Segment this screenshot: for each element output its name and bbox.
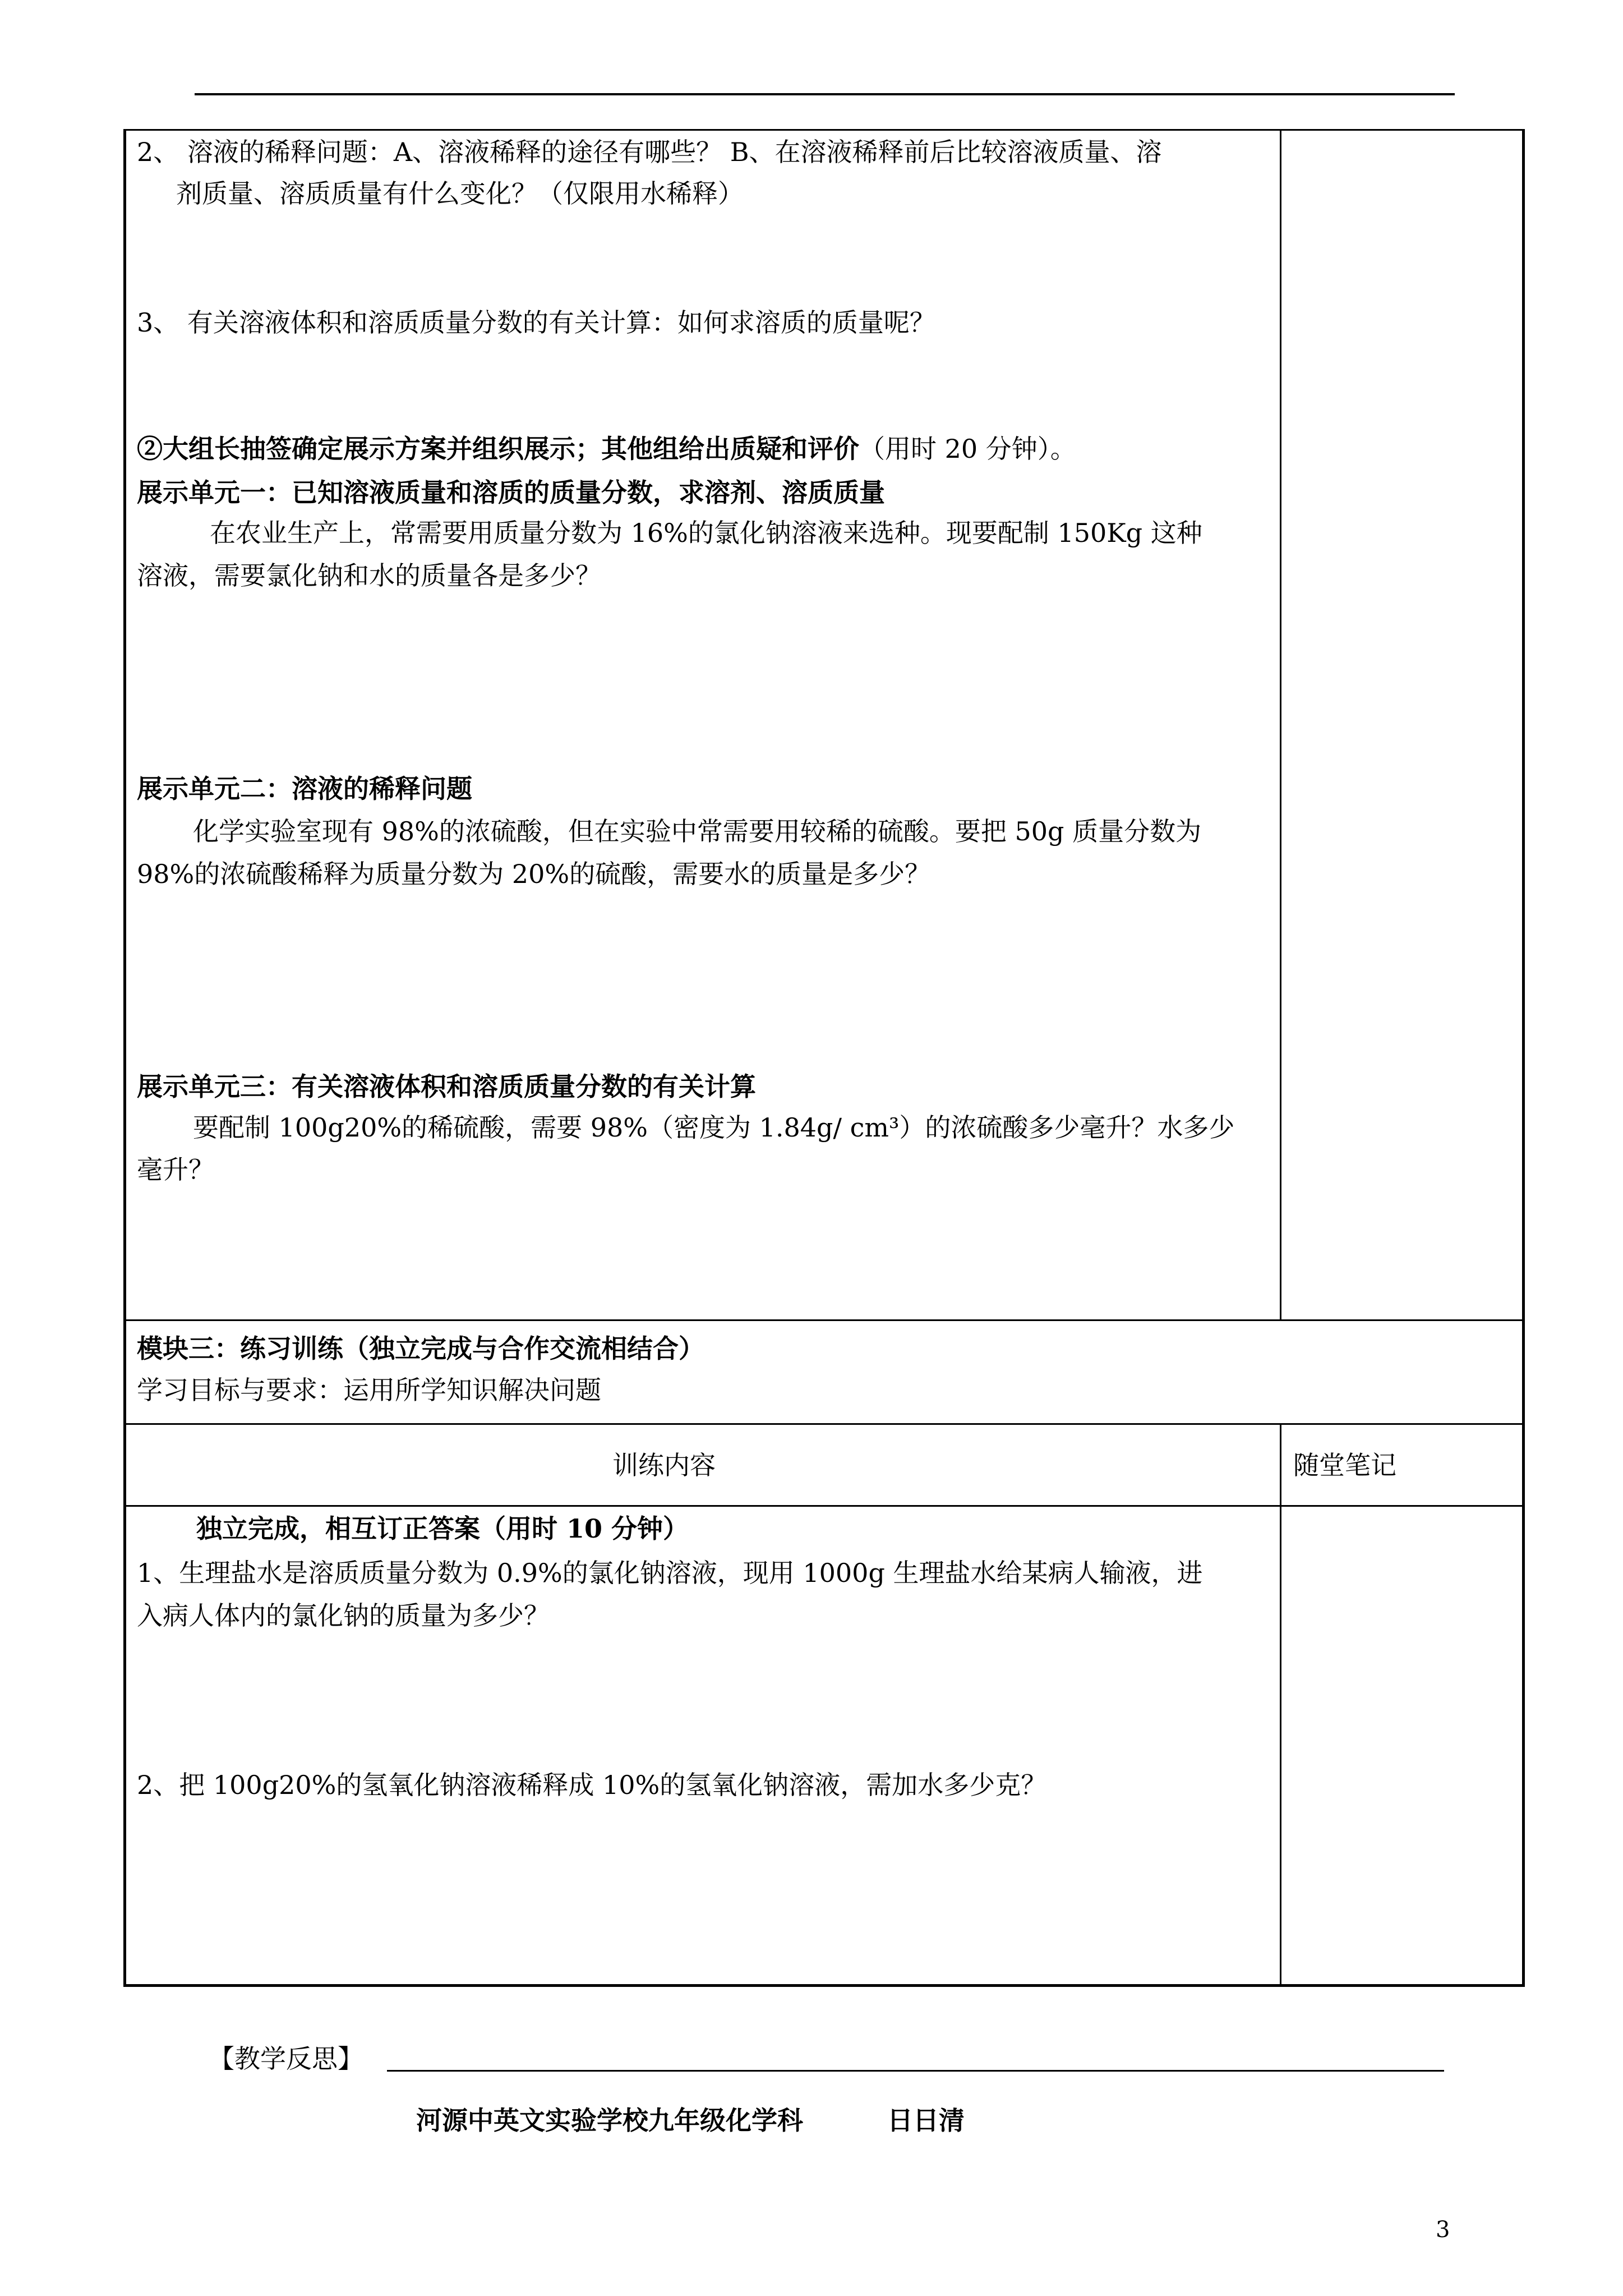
exercise2: 2、把 100g20%的氢氧化钠溶液稀释成 10%的氢氧化钠溶液，需加水多少克？ [137, 1770, 1047, 1800]
unit3-title: 展示单元三：有关溶液体积和溶质质量分数的有关计算 [137, 1071, 756, 1102]
exercise1-line2: 入病人体内的氯化钠的质量为多少？ [137, 1600, 550, 1631]
school-name: 河源中英文实验学校九年级化学科 [416, 2105, 803, 2136]
module3-title: 模块三：练习训练（独立完成与合作交流相结合） [137, 1333, 704, 1364]
table-bottom-border [123, 1984, 1525, 1987]
q3: 3、 有关溶液体积和溶质质量分数的有关计算：如何求溶质的质量呢？ [137, 307, 935, 338]
page-number: 3 [1436, 2217, 1450, 2243]
unit2-line1: 化学实验室现有 98%的浓硫酸，但在实验中常需要用较稀的硫酸。要把 50g 质量分数为 [193, 816, 1202, 846]
unit2-title: 展示单元二：溶液的稀释问题 [137, 774, 472, 804]
unit1-title: 展示单元一：已知溶液质量和溶质的质量分数，求溶剂、溶质质量 [137, 477, 885, 508]
unit1-line2: 溶液，需要氯化钠和水的质量各是多少？ [137, 560, 601, 591]
column-header-notes: 随堂笔记 [1293, 1450, 1396, 1480]
module3-goal: 学习目标与要求：运用所学知识解决问题 [137, 1375, 601, 1405]
display-instruction [137, 426, 1076, 471]
reflection-underline [387, 2070, 1444, 2072]
table-right-border [1522, 129, 1525, 1987]
header-rule [195, 93, 1455, 95]
q2-line2: 剂质量、溶质质量有什么变化？（仅限用水稀释） [176, 178, 744, 209]
exercise-task-title: 独立完成，相互订正答案（用时 10 分钟） [196, 1513, 689, 1544]
table-left-border [123, 129, 126, 1987]
unit2-line2: 98%的浓硫酸稀释为质量分数为 20%的硫酸，需要水的质量是多少？ [137, 859, 931, 889]
row-divider-goal [123, 1423, 1525, 1425]
unit3-line2: 毫升？ [137, 1154, 214, 1185]
unit3-line1: 要配制 100g20%的稀硫酸，需要 98%（密度为 1.84g/ cm³）的浓硫酸多少毫升？水多少 [193, 1112, 1235, 1143]
notes-column-divider-bottom [1280, 1423, 1281, 1987]
q2-line1: 2、 溶液的稀释问题：A、溶液稀释的途径有哪些？ B、在溶液稀释前后比较溶液质量、溶 [137, 137, 1162, 167]
unit1-line1: 在农业生产上，常需要用质量分数为 16%的氯化钠溶液来选种。现要配制 150Kg 这种 [210, 518, 1202, 548]
teaching-reflection-label: 【教学反思】 [209, 2044, 363, 2074]
column-header-content: 训练内容 [612, 1450, 716, 1480]
notes-column-divider-top [1280, 129, 1281, 1320]
exercise1-line1: 1、生理盐水是溶质质量分数为 0.9%的氯化钠溶液，现用 1000g 生理盐水给某病人输液，进 [137, 1558, 1203, 1588]
row-divider-module3 [123, 1319, 1525, 1321]
daily-label: 日日清 [887, 2105, 965, 2136]
display-instruction-time: （用时 20 分钟）。 [859, 434, 1076, 464]
display-instruction-bold: ②大组长抽签确定展示方案并组织展示；其他组给出质疑和评价 [137, 434, 859, 464]
